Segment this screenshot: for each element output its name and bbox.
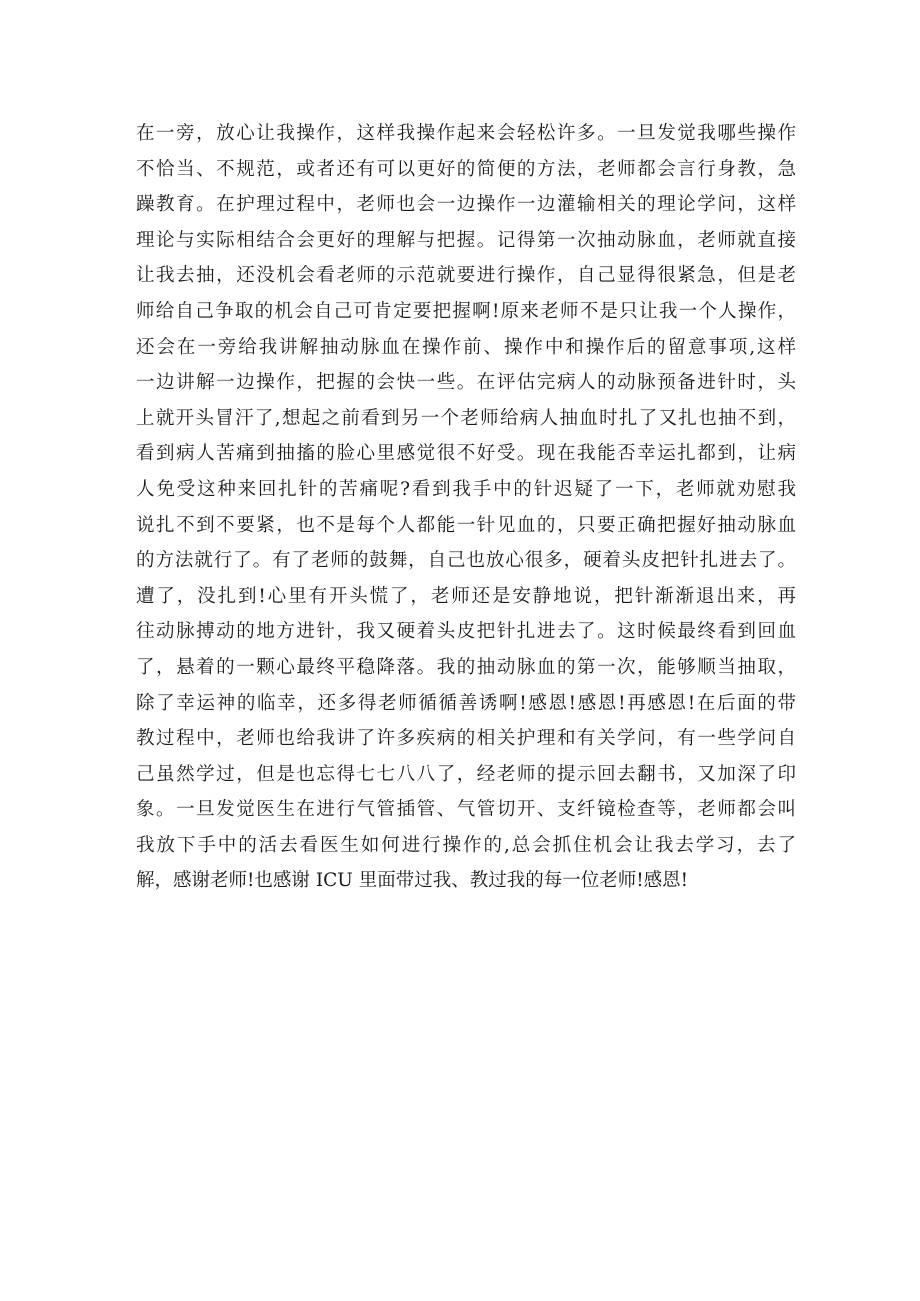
text-line-6: 师给自己争取的机会自己可肯定要把握啊!原来老师不是只让我一个人操作， xyxy=(136,300,796,322)
text-line-22: 解，感谢老师!也感谢 ICU 里面带过我、教过我的每一位老师!感恩! xyxy=(136,870,689,892)
body-paragraph xyxy=(136,116,796,899)
text-line-20: 象。一旦发觉医生在进行气管插管、气管切开、支纤镜检查等，老师都会叫 xyxy=(136,799,796,821)
text-line-16: 了，悬着的一颗心最终平稳降落。我的抽动脉血的第一次，能够顺当抽取， xyxy=(136,656,796,678)
text-line-14: 遭了，没扎到!心里有开头慌了，老师还是安静地说，把针渐渐退出来，再 xyxy=(136,585,796,607)
text-line-10: 看到病人苦痛到抽搐的脸心里感觉很不好受。现在我能否幸运扎都到，让病 xyxy=(136,443,796,465)
text-line-5: 让我去抽，还没机会看老师的示范就要进行操作，自己显得很紧急，但是老 xyxy=(136,265,796,287)
text-line-11: 人免受这种来回扎针的苦痛呢?看到我手中的针迟疑了一下，老师就劝慰我 xyxy=(136,478,796,500)
text-line-8: 一边讲解一边操作，把握的会快一些。在评估完病人的动脉预备进针时，头 xyxy=(136,372,796,394)
text-line-21: 我放下手中的活去看医生如何进行操作的,总会抓住机会让我去学习，去了 xyxy=(136,834,796,856)
text-line-17: 除了幸运神的临幸，还多得老师循循善诱啊!感恩!感恩!再感恩!在后面的带 xyxy=(136,692,796,714)
text-line-9: 上就开头冒汗了,想起之前看到另一个老师给病人抽血时扎了又扎也抽不到， xyxy=(136,407,796,429)
text-line-4: 理论与实际相结合会更好的理解与把握。记得第一次抽动脉血，老师就直接 xyxy=(136,229,796,251)
text-line-18: 教过程中，老师也给我讲了许多疾病的相关护理和有关学问，有一些学问自 xyxy=(136,728,796,750)
text-line-7: 还会在一旁给我讲解抽动脉血在操作前、操作中和操作后的留意事项,这样 xyxy=(136,336,796,358)
text-line-15: 往动脉搏动的地方进针，我又硬着头皮把针扎进去了。这时候最终看到回血 xyxy=(136,621,796,643)
text-line-2: 不恰当、不规范，或者还有可以更好的简便的方法，老师都会言行身教，急 xyxy=(136,158,796,180)
text-line-3: 躁教育。在护理过程中，老师也会一边操作一边灌输相关的理论学问，这样 xyxy=(136,194,796,216)
text-line-1: 在一旁，放心让我操作，这样我操作起来会轻松许多。一旦发觉我哪些操作 xyxy=(136,123,796,144)
text-line-12: 说扎不到不要紧，也不是每个人都能一针见血的，只要正确把握好抽动脉血 xyxy=(136,514,796,536)
text-line-13: 的方法就行了。有了老师的鼓舞，自己也放心很多，硬着头皮把针扎进去了。 xyxy=(136,550,796,572)
text-line-19: 己虽然学过，但是也忘得七七八八了，经老师的提示回去翻书，又加深了印 xyxy=(136,763,796,785)
